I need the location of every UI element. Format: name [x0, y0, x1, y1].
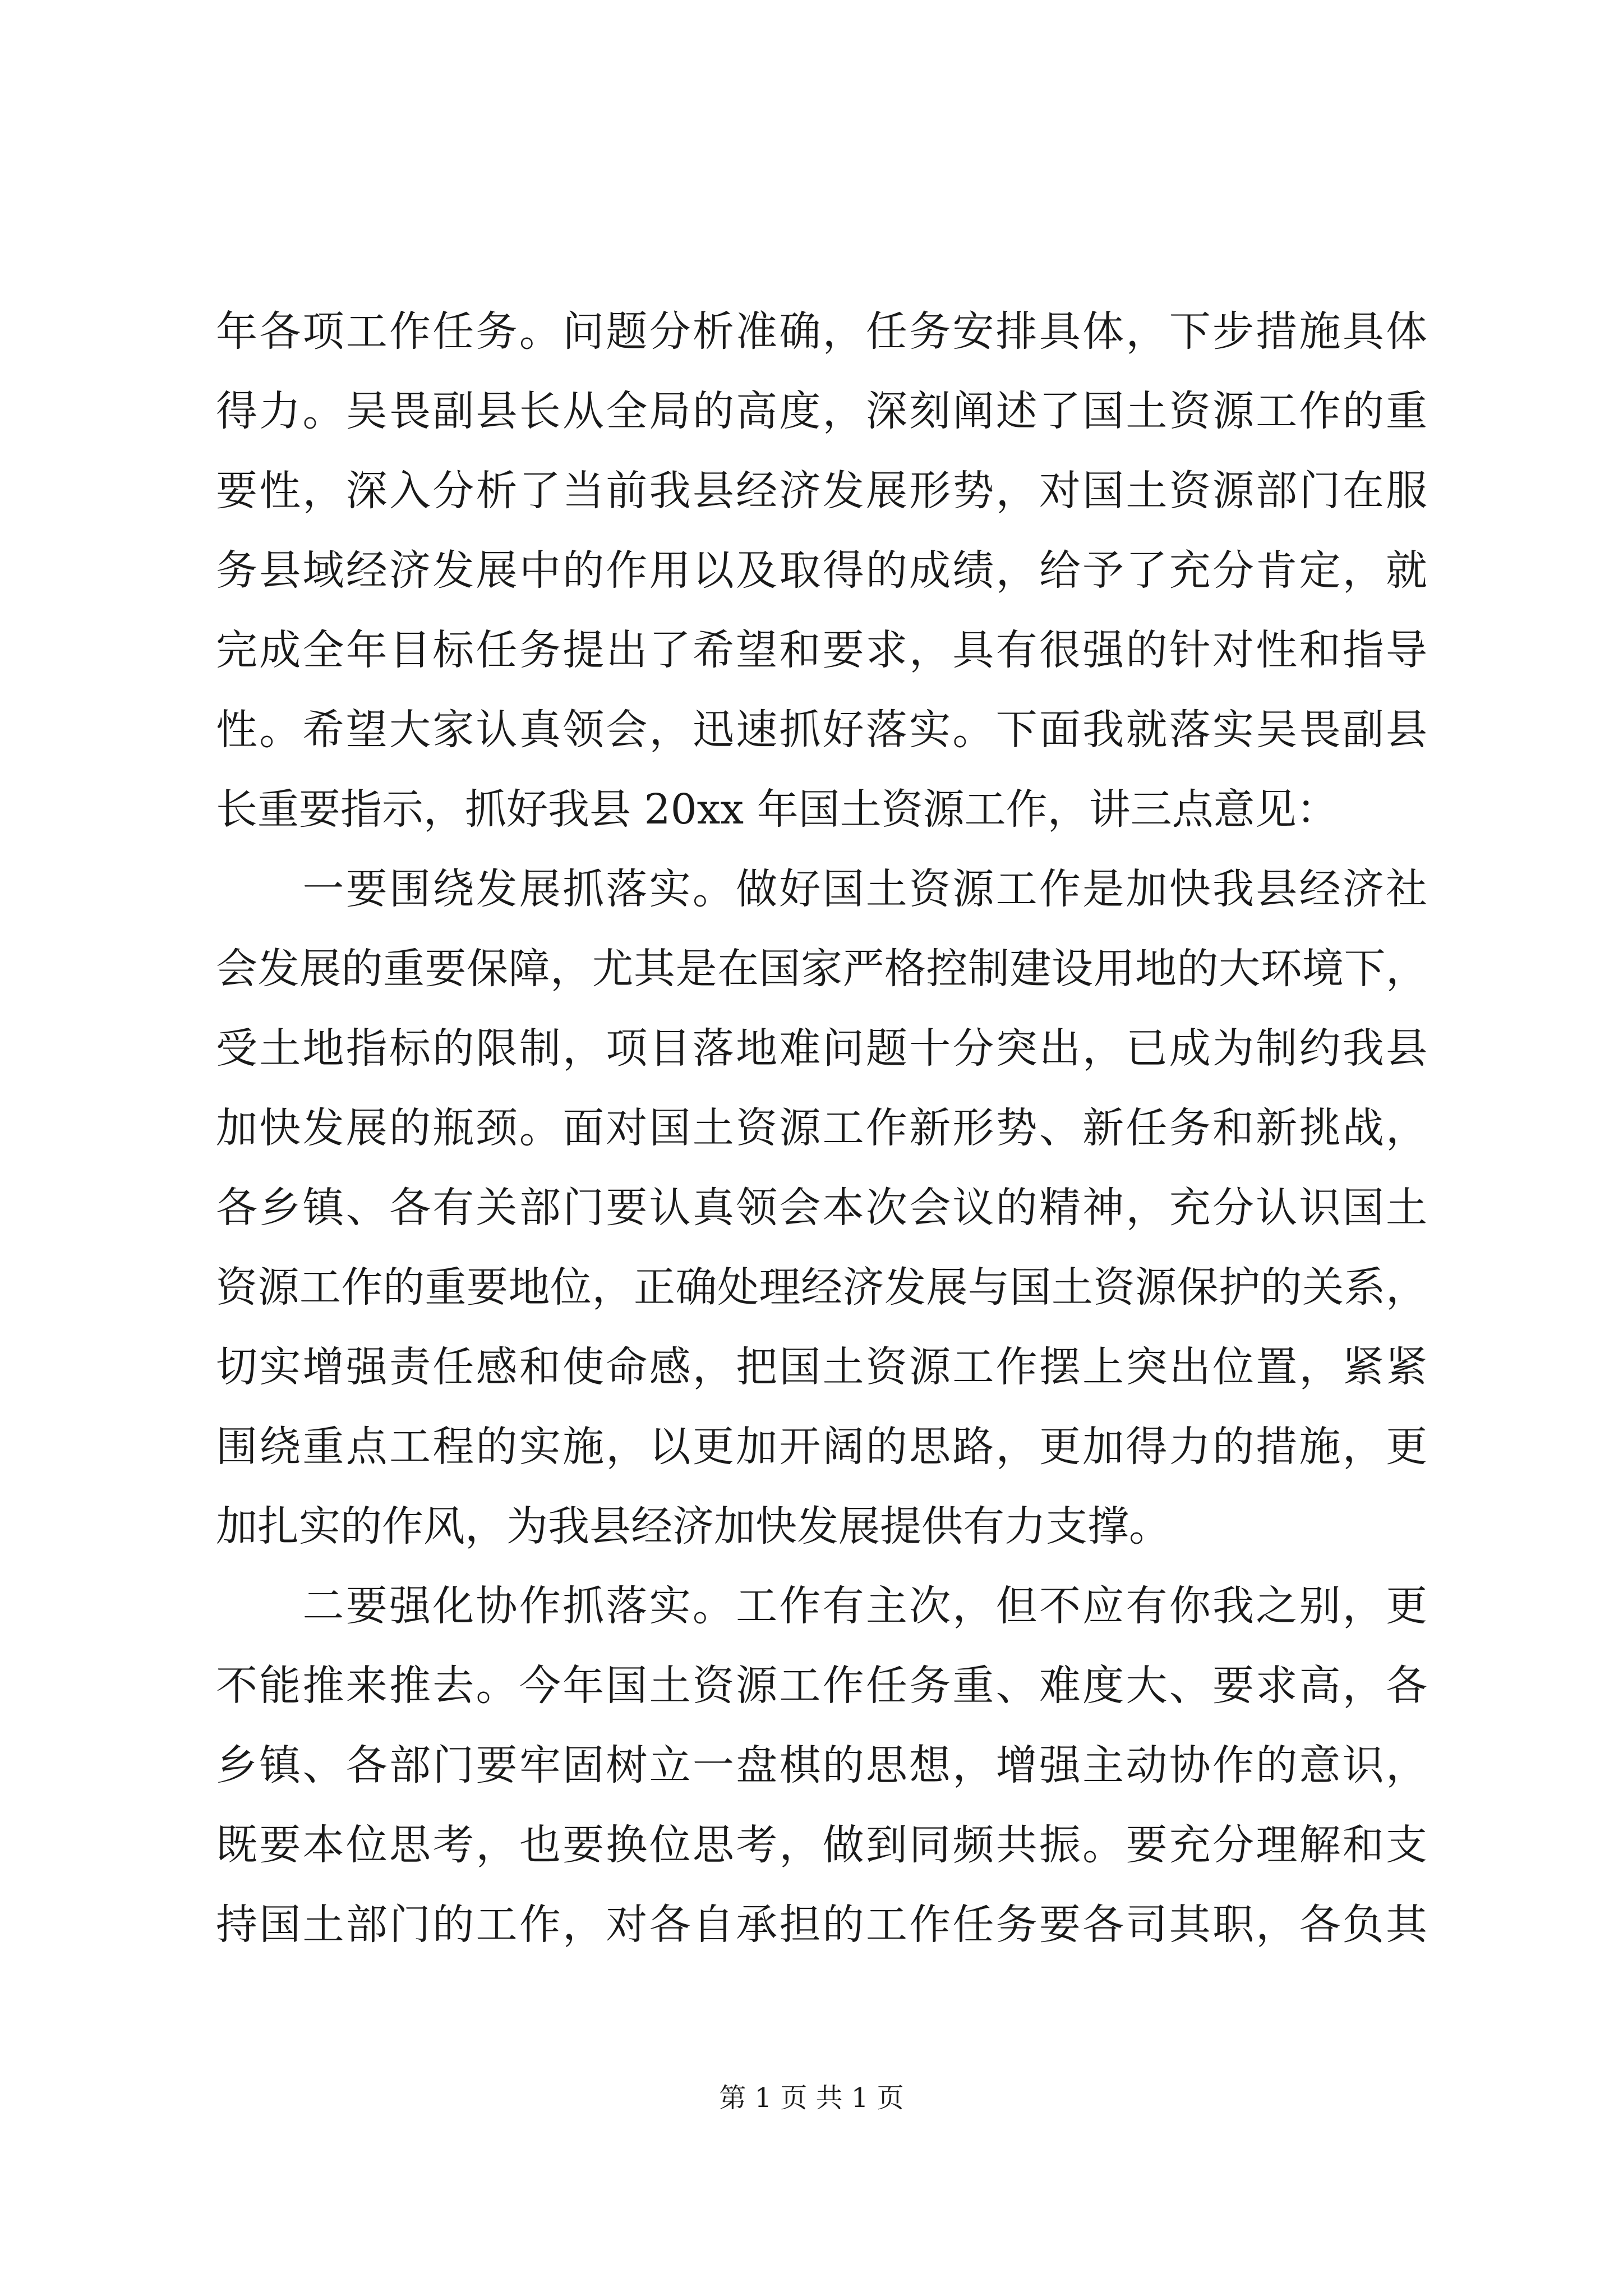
text-line: 资源工作的重要地位，正确处理经济发展与国土资源保护的关系，: [216, 1263, 1427, 1312]
text-line: 要性，深入分析了当前我县经济发展形势，对国土资源部门在服: [216, 467, 1427, 515]
page-footer: 第 1 页 共 1 页: [719, 2082, 904, 2114]
text-line: 完成全年目标任务提出了希望和要求，具有很强的针对性和指导: [216, 626, 1427, 674]
paragraph-start-line: 二要强化协作抓落实。工作有主次，但不应有你我之别，更: [216, 1582, 1427, 1630]
text-line: 持国土部门的工作，对各自承担的工作任务要各司其职，各负其: [216, 1901, 1427, 1949]
text-line: 切实增强责任感和使命感，把国土资源工作摆上突出位置，紧紧: [216, 1343, 1427, 1391]
text-line: 既要本位思考，也要换位思考，做到同频共振。要充分理解和支: [216, 1821, 1427, 1869]
text-line: 受土地指标的限制，项目落地难问题十分突出，已成为制约我县: [216, 1024, 1427, 1073]
text-line: 年各项工作任务。问题分析准确，任务安排具体，下步措施具体: [216, 307, 1427, 356]
paragraph-start-line: 一要围绕发展抓落实。做好国土资源工作是加快我县经济社: [216, 865, 1427, 913]
text-line: 围绕重点工程的实施，以更加开阔的思路，更加得力的措施，更: [216, 1423, 1427, 1471]
text-line: 不能推来推去。今年国土资源工作任务重、难度大、要求高，各: [216, 1662, 1427, 1710]
text-line: 得力。吴畏副县长从全局的高度，深刻阐述了国土资源工作的重: [216, 387, 1427, 435]
text-line: 各乡镇、各有关部门要认真领会本次会议的精神，充分认识国土: [216, 1184, 1427, 1232]
text-line: 会发展的重要保障，尤其是在国家严格控制建设用地的大环境下，: [216, 945, 1427, 993]
text-line: 务县域经济发展中的作用以及取得的成绩，给予了充分肯定，就: [216, 546, 1427, 595]
text-line: 长重要指示，抓好我县 20xx 年国土资源工作，讲三点意见：: [216, 785, 1338, 834]
text-line: 性。希望大家认真领会，迅速抓好落实。下面我就落实吴畏副县: [216, 706, 1427, 754]
text-line: 乡镇、各部门要牢固树立一盘棋的思想，增强主动协作的意识，: [216, 1741, 1427, 1789]
body-text: [216, 292, 1427, 1964]
text-line: 加快发展的瓶颈。面对国土资源工作新形势、新任务和新挑战，: [216, 1104, 1427, 1152]
text-line: 加扎实的作风，为我县经济加快发展提供有力支撑。: [216, 1502, 1170, 1550]
